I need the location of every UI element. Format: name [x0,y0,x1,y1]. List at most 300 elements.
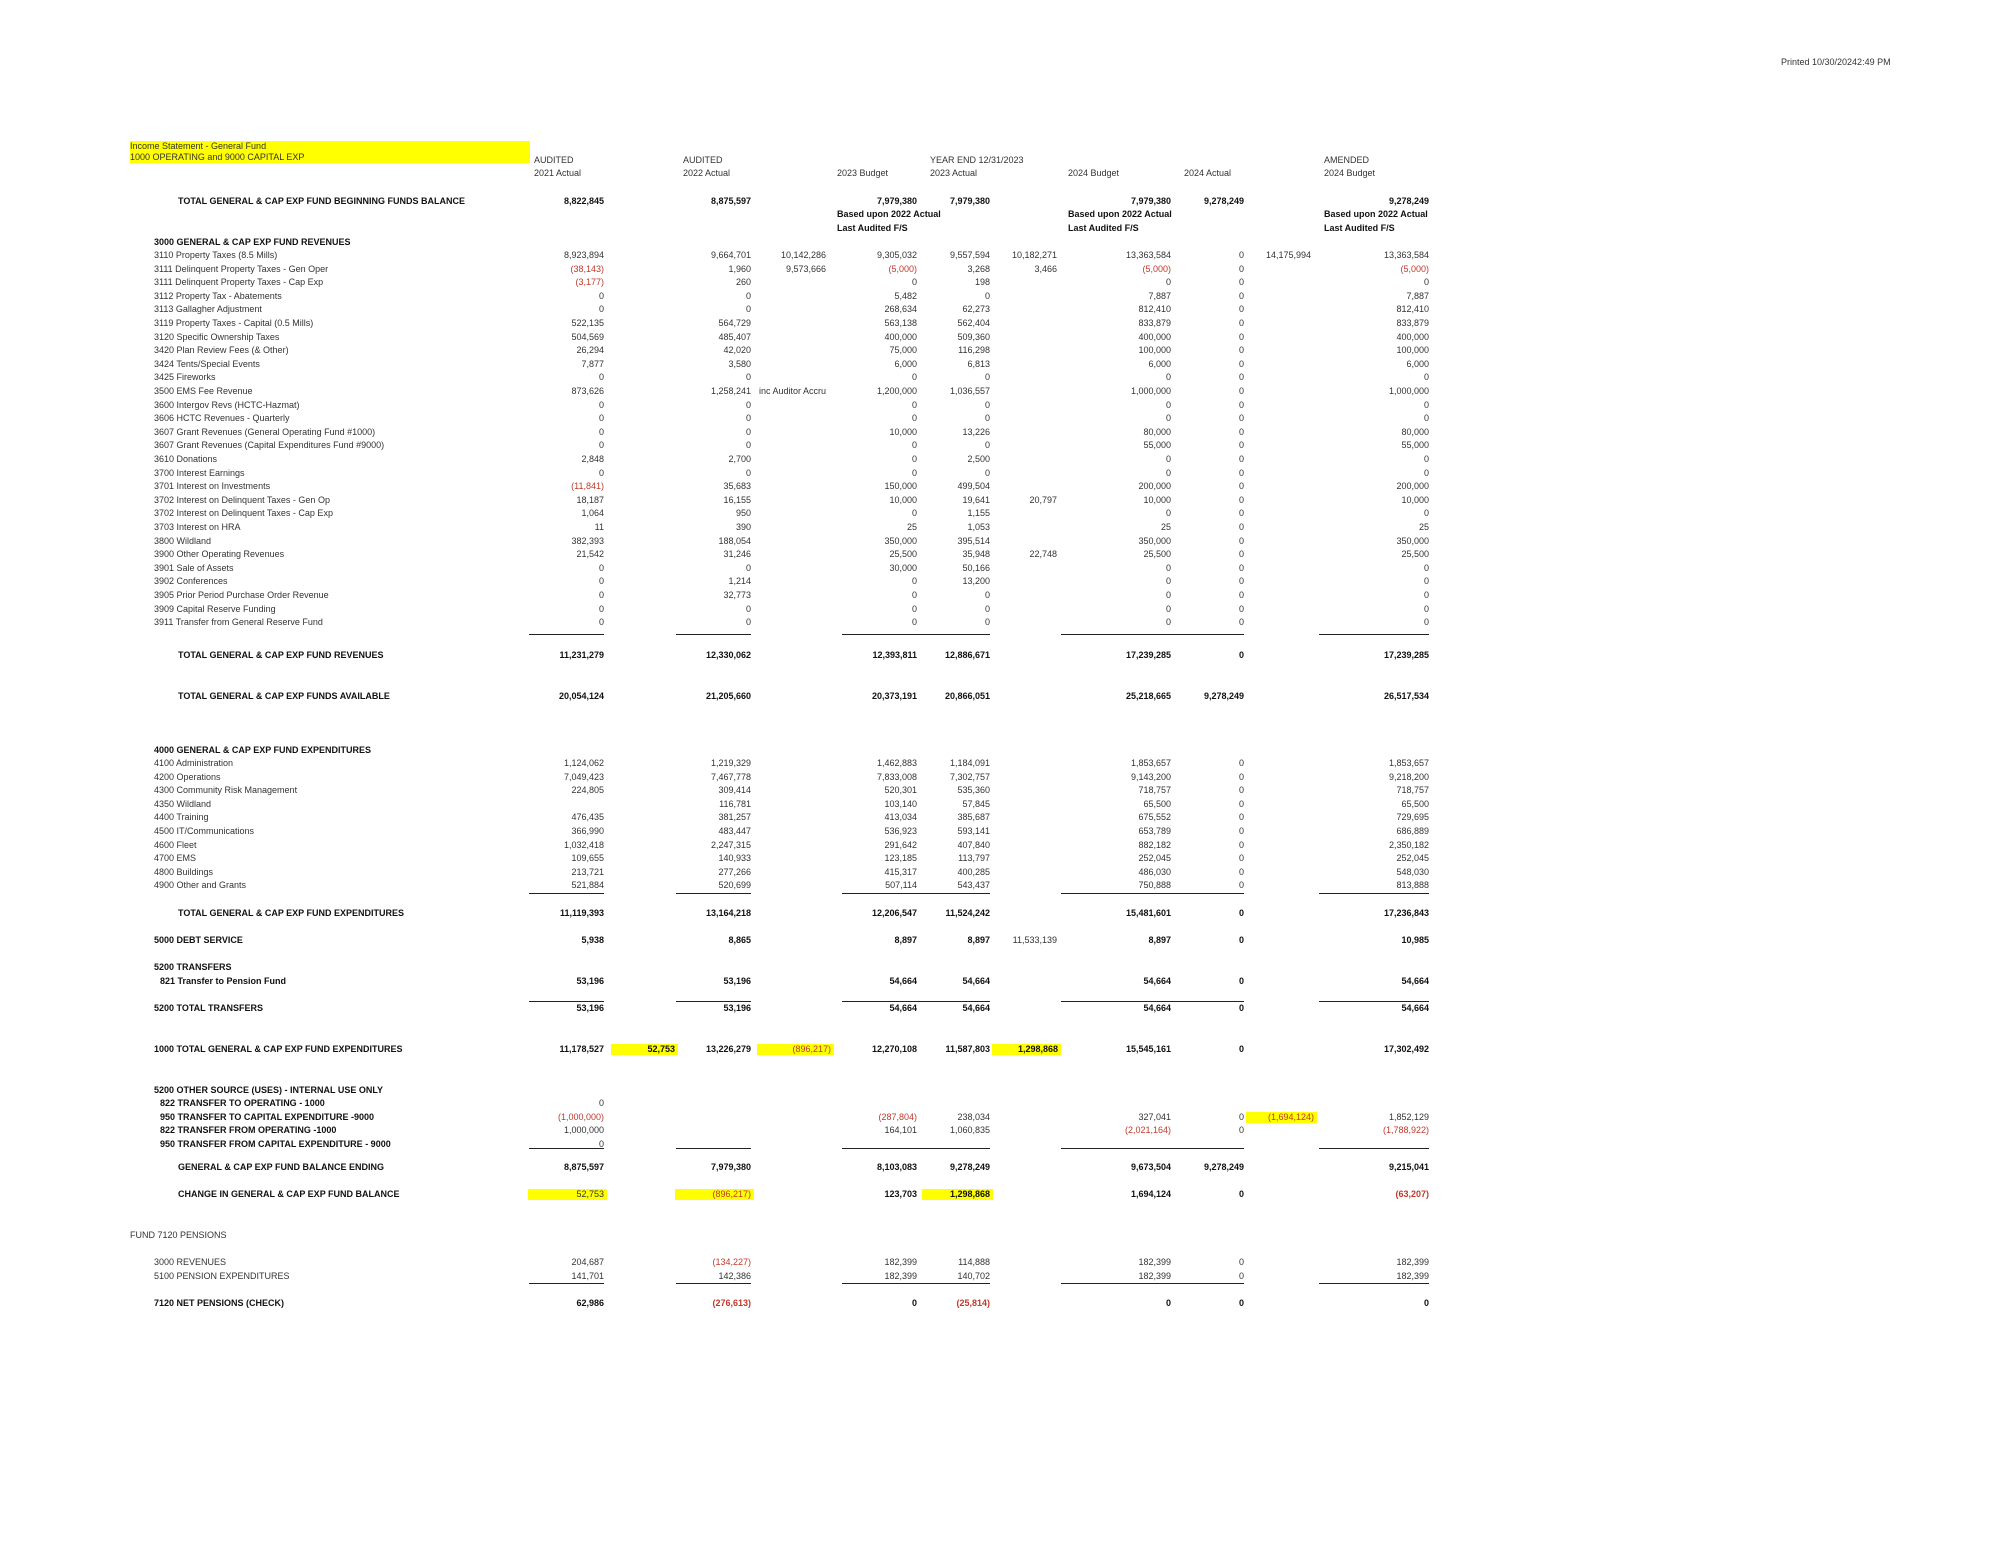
revenue-row-value: 0 [745,562,751,573]
pension-transfer-value: 53,196 [723,976,751,986]
other-source-value: 1,060,835 [949,1125,990,1136]
column-header-top: AUDITED [534,155,574,165]
expenditure-row-value: 536,923 [884,826,917,836]
pension-row-value: 182,399 [884,1270,917,1281]
expenditure-row-value: 729,695 [1396,812,1429,823]
expenditure-row-label: 4400 Training [154,812,209,823]
expenditure-row-value: 483,447 [718,826,751,836]
pension-row-value: 182,399 [1396,1270,1429,1281]
total-underline [1319,1001,1429,1002]
revenue-row-value: 0 [1423,372,1429,383]
revenue-row-value: 0 [1238,358,1244,369]
total-expenditures-value: 13,164,218 [705,908,751,918]
revenue-row-value: 950 [735,508,751,519]
revenue-row-label: 3905 Prior Period Purchase Order Revenue [154,590,329,600]
revenue-row-value: 6,000 [1148,358,1171,369]
expenditure-row-value: 520,699 [718,880,751,891]
revenue-row-value: 0 [911,590,917,600]
total-transfers-value: 54,664 [889,1003,917,1013]
revenue-row-value: 0 [984,413,990,424]
expenditure-row-label: 4800 Buildings [154,866,214,877]
revenue-row-value: 25 [906,522,917,532]
expenditure-row-value: 686,889 [1396,826,1429,836]
revenue-row-value: 1,258,241 [710,386,751,396]
beginning-balance-label: TOTAL GENERAL & CAP EXP FUND BEGINNING FUNDS BALANCE [178,196,466,206]
side-note-value: 9,573,666 [785,263,826,274]
revenue-row-value: 31,246 [723,549,751,560]
revenue-row-value: 2,500 [967,454,990,464]
revenue-row-value: 0 [1165,467,1171,478]
revenue-row-value: 0 [1423,590,1429,600]
debt-service-value: 10,985 [1401,935,1429,945]
total-expenditures-value: 0 [1238,908,1244,918]
revenue-row-value: 563,138 [884,318,917,328]
total-transfers-value: 54,664 [962,1003,990,1013]
other-sources-header: 5200 OTHER SOURCE (USES) - INTERNAL USE ONLY [154,1085,384,1095]
revenue-row-value: 0 [1238,399,1244,410]
beginning-balance-value: 8,822,845 [563,196,604,206]
expenditure-section-header: 4000 GENERAL & CAP EXP FUND EXPENDITURES [154,745,372,755]
change-balance-value: (63,207) [1395,1189,1429,1199]
basis-note: Last Audited F/S [1324,223,1395,233]
total-expenditures-value: 17,236,843 [1383,908,1429,918]
revenue-row-value: 0 [911,603,917,614]
expenditure-row-value: 0 [1238,771,1244,782]
revenue-row-value: 0 [984,372,990,383]
expenditure-row-value: 252,045 [1396,853,1429,864]
revenue-row-value: 0 [1238,454,1244,464]
expenditure-row-value: 2,247,315 [710,839,751,850]
revenue-row-value: 504,569 [571,331,604,342]
highlight-value: (896,217) [757,1044,834,1055]
revenue-row-value: 0 [1238,549,1244,560]
expenditure-row-value: 0 [1238,826,1244,836]
total-underline [676,1148,751,1149]
revenue-row-value: 0 [745,426,751,437]
total-transfers-value: 54,664 [1143,1003,1171,1013]
expenditure-row-value: 0 [1238,866,1244,877]
revenue-row-label: 3500 EMS Fee Revenue [154,386,253,396]
total-fund-expenditures-value: 0 [1238,1044,1244,1054]
revenue-row-value: 0 [1423,508,1429,519]
total-underline [842,1001,917,1002]
revenue-row-value: 522,135 [571,318,604,328]
revenue-row-value: 350,000 [884,535,917,546]
beginning-balance-value: 7,979,380 [1130,196,1171,206]
pension-row-value: 204,687 [571,1257,604,1267]
revenue-row-value: 0 [911,617,917,628]
revenue-row-value: 80,000 [1401,426,1429,437]
revenue-row-value: 0 [1238,426,1244,437]
revenue-row-value: 55,000 [1401,440,1429,451]
revenue-row-value: 0 [911,372,917,383]
expenditure-row-label: 4100 Administration [154,758,234,768]
revenue-row-value: 833,879 [1138,318,1171,328]
expenditure-row-value: 400,285 [957,866,990,877]
revenue-row-value: 1,000,000 [1130,386,1171,396]
revenue-row-label: 3900 Other Operating Revenues [154,549,285,560]
side-note-value: 11,533,139 [1012,935,1057,945]
revenue-row-value: 0 [745,440,751,451]
expenditure-row-value: 7,833,008 [876,771,917,782]
side-note-value: 20,797 [1029,494,1057,505]
revenue-row-value: 1,064 [581,508,604,519]
total-underline [915,893,990,894]
revenue-row-label: 3607 Grant Revenues (Capital Expenditures Fund #9000) [154,440,385,451]
revenue-row-value: 18,187 [576,494,604,505]
total-transfers-value: 0 [1238,1003,1244,1013]
change-balance-value: 1,298,868 [922,1189,993,1200]
other-source-value: (1,788,922) [1382,1125,1429,1136]
revenue-row-value: 25,500 [1143,549,1171,560]
revenue-row-value: 0 [598,562,604,573]
revenue-row-value: 0 [598,440,604,451]
funds-available-value: 20,054,124 [558,691,604,701]
revenue-row-value: 0 [1238,372,1244,383]
revenue-row-value: 0 [1238,494,1244,505]
basis-note: Last Audited F/S [837,223,908,233]
total-transfers-value: 54,664 [1401,1003,1429,1013]
side-note-value: 10,142,286 [780,250,826,260]
revenue-row-value: 0 [911,399,917,410]
beginning-balance-value: 8,875,597 [710,196,751,206]
expenditure-row-value: 0 [1238,853,1244,864]
highlight-value: 52,753 [611,1044,678,1055]
revenue-row-value: 9,664,701 [710,250,751,260]
revenue-row-value: 6,000 [894,358,917,369]
report-subtitle: 1000 OPERATING and 9000 CAPITAL EXP [130,152,530,163]
expenditure-row-value: 548,030 [1396,866,1429,877]
expenditure-row-value: 1,124,062 [563,758,604,768]
revenue-row-value: 0 [1423,467,1429,478]
column-header: 2024 Actual [1184,168,1232,178]
revenue-row-value: 0 [1423,562,1429,573]
other-source-value: (2,021,164) [1124,1125,1171,1136]
revenue-row-value: 5,482 [894,290,917,301]
total-expenditures-value: 11,524,242 [945,908,990,918]
total-revenues-value: 12,393,811 [872,650,917,660]
total-revenues-value: 12,886,671 [944,650,990,660]
pension-row-value: 142,386 [718,1270,751,1281]
revenue-row-value: 0 [1238,413,1244,424]
revenue-row-value: 400,000 [1396,331,1429,342]
revenue-row-value: 1,960 [728,263,751,274]
revenue-row-value: 2,700 [728,454,751,464]
debt-service-value: 8,897 [1148,935,1171,945]
revenue-row-value: (5,000) [1400,263,1429,274]
revenue-row-label: 3911 Transfer from General Reserve Fund [154,617,323,628]
net-pensions-value: (276,613) [712,1298,751,1308]
revenue-row-label: 3112 Property Tax - Abatements [154,290,282,301]
revenue-row-value: 13,363,584 [1125,250,1171,260]
expenditure-row-value: 675,552 [1138,812,1171,823]
change-balance-value: 1,694,124 [1130,1189,1171,1199]
funds-available-value: 20,866,051 [944,691,990,701]
expenditure-row-value: 0 [1238,758,1244,768]
revenue-row-label: 3119 Property Taxes - Capital (0.5 Mills) [154,318,314,328]
revenue-row-value: 16,155 [723,494,751,505]
revenue-row-value: 1,000,000 [1388,386,1429,396]
pension-transfer-value: 54,664 [889,976,917,986]
revenue-row-label: 3110 Property Taxes (8.5 Mills) [154,250,278,260]
revenue-row-label: 3607 Grant Revenues (General Operating Fund #1000) [154,426,376,437]
revenue-row-value: 0 [1165,590,1171,600]
revenue-row-label: 3703 Interest on HRA [154,522,241,532]
net-pensions-value: 0 [1165,1298,1171,1308]
total-revenues-value: 12,330,062 [705,650,751,660]
pension-transfer-label: 821 Transfer to Pension Fund [160,976,287,986]
revenue-row-value: 188,054 [718,535,751,546]
revenue-row-value: 390 [735,522,751,532]
pension-transfer-value: 54,664 [1143,976,1171,986]
revenue-row-value: (3,177) [575,277,604,288]
total-revenues-value: 17,239,285 [1383,650,1429,660]
revenue-row-value: 0 [745,617,751,628]
revenue-row-value: 1,214 [728,576,751,587]
beginning-balance-value: 7,979,380 [876,196,917,206]
revenue-row-value: 0 [911,508,917,519]
funds-available-label: TOTAL GENERAL & CAP EXP FUNDS AVAILABLE [178,691,390,701]
revenue-row-value: 0 [1423,413,1429,424]
revenue-row-value: 0 [745,413,751,424]
revenue-row-value: 0 [911,454,917,464]
pension-transfer-value: 54,664 [962,976,990,986]
revenue-row-value: 0 [598,617,604,628]
revenue-row-value: 0 [598,590,604,600]
expenditure-row-value: 252,045 [1138,853,1171,864]
ending-balance-value: 9,278,249 [1203,1162,1244,1172]
revenue-row-value: 812,410 [1396,304,1429,315]
other-source-label: 950 TRANSFER FROM CAPITAL EXPENDITURE - 9000 [160,1138,391,1149]
total-underline [1169,1148,1244,1149]
total-expenditures-value: 11,119,393 [559,908,604,918]
revenue-row-label: 3909 Capital Reserve Funding [154,603,276,614]
total-fund-expenditures-value: 12,270,108 [871,1044,917,1054]
expenditure-row-value: 57,845 [962,798,990,809]
revenue-row-label: 3111 Delinquent Property Taxes - Cap Exp [154,277,324,288]
revenue-row-value: 100,000 [1138,345,1171,356]
pension-row-value: (134,227) [712,1257,751,1267]
revenue-row-label: 3113 Gallagher Adjustment [154,304,262,315]
revenue-row-value: 13,226 [962,426,990,437]
other-source-label: 822 TRANSFER FROM OPERATING -1000 [160,1125,337,1136]
expenditure-row-value: 385,687 [957,812,990,823]
revenue-row-value: 0 [1165,508,1171,519]
total-underline [1061,634,1171,635]
revenue-row-value: 50,166 [962,562,990,573]
net-pensions-value: (25,814) [956,1298,990,1308]
ending-balance-value: 9,278,249 [949,1162,990,1172]
expenditure-row-value: 543,437 [957,880,990,891]
expenditure-row-value: 103,140 [884,798,917,809]
revenue-row-value: 10,000 [1143,494,1171,505]
revenue-row-value: 0 [1165,454,1171,464]
revenue-row-value: 9,557,594 [949,250,990,260]
revenue-row-value: 7,877 [581,358,604,369]
funds-available-value: 26,517,534 [1383,691,1429,701]
expenditure-row-value: 7,467,778 [710,771,751,782]
revenue-row-value: 0 [1238,304,1244,315]
net-pensions-value: 0 [911,1298,917,1308]
revenue-row-value: 499,504 [957,481,990,492]
expenditure-row-value: 593,141 [957,826,990,836]
revenue-section-header: 3000 GENERAL & CAP EXP FUND REVENUES [154,237,351,247]
pension-row-value: 182,399 [1138,1270,1171,1281]
total-underline [1319,634,1429,635]
revenue-row-value: 0 [1423,603,1429,614]
total-underline [1061,1001,1171,1002]
column-header: 2023 Actual [930,168,978,178]
expenditure-row-label: 4350 Wildland [154,798,212,809]
revenue-row-value: 833,879 [1396,318,1429,328]
revenue-row-value: 0 [745,399,751,410]
revenue-row-value: 0 [1423,617,1429,628]
revenue-row-value: 0 [1238,522,1244,532]
expenditure-row-value: 366,990 [571,826,604,836]
revenue-row-value: (38,143) [570,263,604,274]
revenue-row-value: 35,683 [723,481,751,492]
expenditure-row-value: 1,219,329 [710,758,751,768]
total-underline [1319,893,1429,894]
expenditure-row-label: 4900 Other and Grants [154,880,247,891]
revenue-row-label: 3111 Delinquent Property Taxes - Gen Oper [154,263,329,274]
revenue-row-value: 0 [1238,277,1244,288]
total-underline [1169,1001,1244,1002]
revenue-row-value: 62,273 [962,304,990,315]
revenue-row-value: 10,000 [889,494,917,505]
revenue-row-value: 400,000 [1138,331,1171,342]
column-header: 2024 Budget [1068,168,1120,178]
total-underline [1061,893,1171,894]
revenue-row-value: 13,200 [962,576,990,587]
debt-service-label: 5000 DEBT SERVICE [154,935,243,945]
revenue-row-value: 1,036,557 [949,386,990,396]
total-revenues-value: 17,239,285 [1125,650,1171,660]
expenditure-row-value: 65,500 [1401,798,1429,809]
pension-row-value: 182,399 [884,1257,917,1267]
pension-row-value: 141,701 [571,1270,604,1281]
other-source-value: 0 [598,1138,604,1149]
highlight-value: (1,694,124) [1246,1112,1317,1123]
revenue-row-label: 3702 Interest on Delinquent Taxes - Cap Exp [154,508,333,519]
revenue-row-value: 0 [1165,576,1171,587]
expenditure-row-value: 535,360 [957,785,990,796]
revenue-row-label: 3702 Interest on Delinquent Taxes - Gen Op [154,494,330,505]
total-expenditures-label: TOTAL GENERAL & CAP EXP FUND EXPENDITURES [178,908,405,918]
revenue-row-value: 0 [1238,603,1244,614]
revenue-row-value: (5,000) [888,263,917,274]
revenue-row-value: 0 [1165,603,1171,614]
total-fund-expenditures-value: 15,545,161 [1125,1044,1171,1054]
revenue-row-label: 3420 Plan Review Fees (& Other) [154,345,289,356]
expenditure-row-value: 718,757 [1138,785,1171,796]
debt-service-value: 0 [1238,935,1244,945]
revenue-row-value: 350,000 [1396,535,1429,546]
pension-row-value: 140,702 [957,1270,990,1281]
expenditure-row-value: 381,257 [718,812,751,823]
revenue-row-value: 0 [598,603,604,614]
revenue-row-value: 7,887 [1148,290,1171,301]
revenue-row-value: 0 [745,304,751,315]
total-underline [915,634,990,635]
total-underline [842,893,917,894]
expenditure-row-label: 4200 Operations [154,771,221,782]
beginning-balance-value: 7,979,380 [949,196,990,206]
revenue-row-value: 26,294 [576,345,604,356]
revenue-row-value: 0 [1238,263,1244,274]
revenue-row-value: 1,155 [967,508,990,519]
printed-timestamp: Printed 10/30/20242:49 PM [1781,57,1891,67]
revenue-row-value: 80,000 [1143,426,1171,437]
total-underline [1169,1283,1244,1284]
total-underline [676,1283,751,1284]
expenditure-row-value: 140,933 [718,853,751,864]
expenditure-row-value: 520,301 [884,785,917,796]
total-underline [915,1283,990,1284]
expenditure-row-value: 1,853,657 [1130,758,1171,768]
revenue-row-label: 3606 HCTC Revenues - Quarterly [154,413,290,424]
other-source-value: 327,041 [1138,1111,1171,1122]
funds-available-value: 21,205,660 [705,691,751,701]
revenue-row-value: 0 [1423,576,1429,587]
funds-available-value: 9,278,249 [1203,691,1244,701]
revenue-row-value: (5,000) [1142,263,1171,274]
total-underline [676,1001,751,1002]
revenue-row-label: 3425 Fireworks [154,372,216,383]
revenue-row-value: 0 [1238,467,1244,478]
other-source-value: 1,000,000 [563,1125,604,1136]
revenue-row-value: 116,298 [958,345,990,356]
total-revenues-label: TOTAL GENERAL & CAP EXP FUND REVENUES [178,650,384,660]
revenue-row-value: 75,000 [889,345,917,356]
revenue-row-label: 3800 Wildland [154,535,212,546]
debt-service-value: 8,865 [728,935,751,945]
ending-balance-value: 8,103,083 [876,1162,917,1172]
revenue-row-value: 0 [1238,250,1244,260]
revenue-row-value: 2,848 [581,454,604,464]
total-underline [529,1148,604,1149]
revenue-row-label: 3120 Specific Ownership Taxes [154,331,280,342]
total-expenditures-value: 12,206,547 [871,908,917,918]
beginning-balance-value: 9,278,249 [1388,196,1429,206]
revenue-row-value: 0 [598,426,604,437]
report-title: Income Statement - General Fund [130,141,530,152]
net-pensions-label: 7120 NET PENSIONS (CHECK) [154,1298,285,1308]
total-fund-expenditures-value: 13,226,279 [705,1044,751,1054]
expenditure-row-label: 4500 IT/Communications [154,826,255,836]
expenditure-row-value: 750,888 [1138,880,1171,891]
ending-balance-value: 9,215,041 [1388,1162,1429,1172]
change-balance-label: CHANGE IN GENERAL & CAP EXP FUND BALANCE [178,1189,400,1199]
expenditure-row-value: 1,853,657 [1388,758,1429,768]
ending-balance-value: 8,875,597 [563,1162,604,1172]
revenue-row-label: 3701 Interest on Investments [154,481,271,492]
column-header: 2022 Actual [683,168,731,178]
expenditure-row-label: 4600 Fleet [154,839,197,850]
funds-available-value: 20,373,191 [871,691,917,701]
revenue-row-value: 0 [1165,372,1171,383]
revenue-row-value: 55,000 [1143,440,1171,451]
total-fund-expenditures-value: 11,587,803 [945,1044,990,1054]
expenditure-row-value: 213,721 [571,866,604,877]
revenue-row-label: 3902 Conferences [154,576,228,587]
expenditure-row-value: 109,655 [571,853,604,864]
revenue-row-value: 0 [598,290,604,301]
revenue-row-value: 0 [1423,399,1429,410]
revenue-row-value: 0 [911,413,917,424]
expenditure-row-label: 4300 Community Risk Management [154,785,298,796]
other-source-value: 238,034 [957,1111,990,1122]
